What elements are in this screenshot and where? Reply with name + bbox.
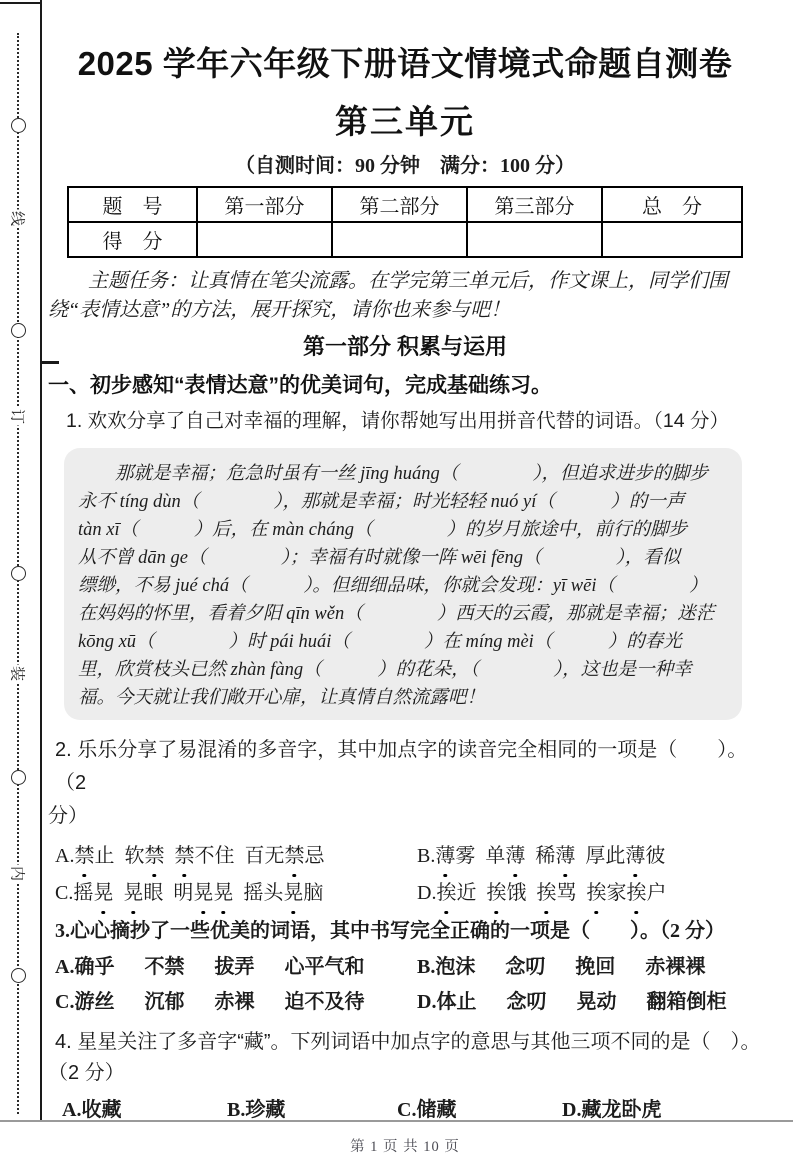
pinyin-passage-box (64, 448, 742, 720)
passage-line: kōng xū（ ）时 pái huái（ ）在 míng mèi（ ）的春光 (78, 632, 682, 652)
question4-option-a: A.收藏 (62, 1099, 122, 1121)
score-header-question-number: 题 号 (68, 187, 197, 222)
passage-line: tàn xī（ ）后，在 màn cháng（ ）的岁月旅途中，前行的脚步 (78, 520, 687, 540)
question4-option-c: C.储藏 (397, 1099, 457, 1121)
passage-line: 那就是幸福；危急时虽有一丝 jīng huáng（ ），但追求进步的脚步 (115, 464, 709, 484)
binding-circle-icon (11, 323, 26, 338)
passage-line: 永不 tíng dùn（ ），那就是幸福；时光轻轻 nuó yí（ ）的一声 (78, 492, 685, 512)
question1-stem: 1. 欢欢分享了自己对幸福的理解，请你帮她写出用拼音代替的词语。（14 分） (66, 410, 730, 432)
question3-option-b: B.泡沫 念叨 挽回 赤裸裸 (417, 956, 706, 978)
question3-option-a: A.确乎 不禁 拔弄 心平气和 (55, 956, 365, 978)
score-row-label: 得 分 (68, 222, 197, 257)
question2-option-a: A.禁止 软禁 禁不住 百无禁忌 (55, 838, 417, 875)
page-number: 第 1 页 共 10 页 (350, 1139, 460, 1155)
question2-option-d: D.挨近 挨饿 挨骂 挨家挨户 (417, 875, 762, 912)
score-header-part1: 第一部分 (197, 187, 332, 222)
score-header-part3: 第三部分 (467, 187, 602, 222)
score-table (67, 186, 743, 258)
paper-content (48, 0, 762, 1156)
binding-circle-icon (11, 770, 26, 785)
passage-line: 从不曾 dān ge（ ）；幸福有时就像一阵 wēi fēng（ ），看似 (78, 548, 681, 568)
question2-option-c: C.摇晃 晃眼 明晃晃 摇头晃脑 (55, 875, 417, 912)
passage-line: 缥缈，不易 jué chá（ ）。但细细品味，你就会发现：yī wēi（ ） (78, 576, 708, 596)
binding-circle-icon (11, 566, 26, 581)
score-blank-cell (467, 222, 602, 257)
page-frame-top-line (0, 2, 41, 4)
unit-title: 第三单元 (335, 103, 475, 140)
question3-options (48, 950, 762, 1020)
question2-options (48, 838, 762, 912)
question3-stem: 3.心心摘抄了一些优美的词语，其中书写完全正确的一项是（ ）。（2 分） (55, 920, 725, 942)
theme-task-paragraph: 主题任务：让真情在笔尖流露。在学完第三单元后，作文课上，同学们围绕“表情达意”的方法，展开探究，请你也来参与吧！ (48, 270, 728, 321)
passage-line: 福。今天就让我们敞开心扉，让真情自然流露吧！ (78, 688, 486, 708)
exercise1-heading: 一、初步感知“表情达意”的优美词句，完成基础练习。 (48, 374, 552, 397)
score-table-score-row (68, 222, 742, 257)
page-title: 2025 学年六年级下册语文情境式命题自测卷 (77, 45, 733, 82)
binding-circle-icon (11, 968, 26, 983)
section1-heading: 第一部分 积累与运用 (302, 334, 508, 359)
question2-stem-line2: 分） (48, 805, 88, 827)
binding-char-xian: 线 (8, 210, 29, 228)
question2-stem-line1: 2. 乐乐分享了易混淆的多音字，其中加点字的读音完全相同的一项是（ ）。（2 (55, 739, 748, 794)
score-blank-cell (332, 222, 467, 257)
score-header-total: 总 分 (602, 187, 742, 222)
question4-stem-line1: 4. 星星关注了多音字“藏”。下列词语中加点字的意思与其他三项不同的是（ ）。 (55, 1031, 761, 1053)
question3-option-d: D.体止 念叨 晃动 翻箱倒柜 (417, 991, 727, 1013)
page-frame-line (40, 0, 42, 1122)
question4-option-d: D.藏龙卧虎 (562, 1099, 662, 1121)
question2-stem (48, 734, 762, 833)
binding-circle-icon (11, 118, 26, 133)
score-table-header-row (68, 187, 742, 222)
score-header-part2: 第二部分 (332, 187, 467, 222)
binding-char-zhuang: 装 (8, 665, 29, 683)
score-blank-cell (602, 222, 742, 257)
score-blank-cell (197, 222, 332, 257)
question2-option-b: B.薄雾 单薄 稀薄 厚此薄彼 (417, 838, 762, 875)
passage-line: 里，欣赏枝头已然 zhàn fàng（ ）的花朵，（ ），这也是一种幸 (78, 660, 692, 680)
question4-stem (48, 1027, 762, 1089)
question3-option-c: C.游丝 沉郁 赤裸 迫不及待 (55, 991, 365, 1013)
passage-line: 在妈妈的怀里，看着夕阳 qīn wěn（ ）西天的云霞，那就是幸福；迷茫 (78, 604, 715, 624)
exam-info: （自测时间：90 分钟 满分：100 分） (235, 155, 575, 177)
binding-char-ding: 订 (8, 408, 29, 426)
question4-stem-line2: （2 分） (48, 1062, 125, 1084)
question4-option-b: B.珍藏 (227, 1099, 286, 1121)
binding-char-nei: 内 (8, 865, 29, 883)
